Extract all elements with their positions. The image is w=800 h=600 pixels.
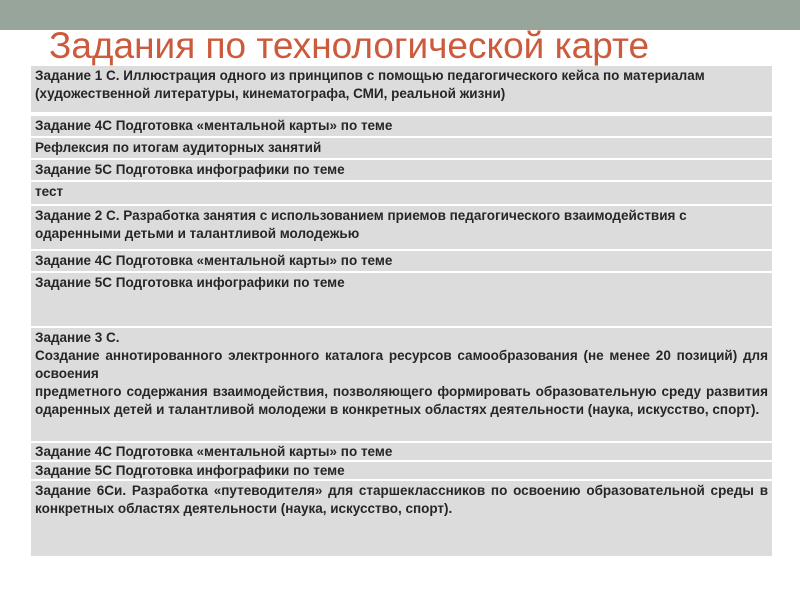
task-row-3 [31,138,772,158]
task-row-2 [31,116,772,136]
task-row-11 [31,462,772,479]
task-row-text: Задание 1 С. Иллюстрация одного из принципов с помощью педагогического кейса по материалам (художественной литературы, кинематографа, СМИ, реальной жизни) [35,68,705,101]
task-row-text: тест [35,184,64,199]
task-row-text: Задание 4С Подготовка «ментальной карты» по теме [35,444,393,459]
task-row-text: Задание 5С Подготовка инфографики по теме [35,275,345,290]
task-row-5 [31,182,772,204]
task-row-7 [31,251,772,271]
task-row-6 [31,206,772,249]
task-row-text: Задание 2 С. Разработка занятия с использованием приемов педагогического взаимодействия с одаренными детьми и талантливой молодежью [35,208,687,241]
task-row-text: Задание 3 С. [35,330,120,345]
task-row-8 [31,273,772,326]
task-table [31,66,772,558]
slide-title: Задания по технологической карте [49,25,650,66]
task-row-9 [31,328,772,441]
task-row-4 [31,160,772,180]
task-row-text: предметного содержания взаимодействия, позволяющего формировать образовательную среду развития одаренных детей и талантливой молодежи в конкретных областях деятельности (наука, искусство, спорт). [35,384,768,417]
task-row-text: Задание 5С Подготовка инфографики по теме [35,162,345,177]
task-row-12 [31,481,772,556]
task-row-text: Задание 4С Подготовка «ментальной карты» по теме [35,118,393,133]
task-row-text: Рефлексия по итогам аудиторных занятий [35,140,322,155]
task-row-text: Задание 4С Подготовка «ментальной карты» по теме [35,253,393,268]
task-row-text: Задание 6Си. Разработка «путеводителя» для старшеклассников по освоению образовательной среды в конкретных областях деятельности (наука, искусство, спорт). [35,483,768,516]
task-row-1 [31,66,772,112]
task-row-text: Задание 5С Подготовка инфографики по теме [35,463,345,478]
task-row-10 [31,443,772,460]
task-row-text: Создание аннотированного электронного каталога ресурсов самообразования (не менее 20 позиций) для освоения [35,348,768,381]
